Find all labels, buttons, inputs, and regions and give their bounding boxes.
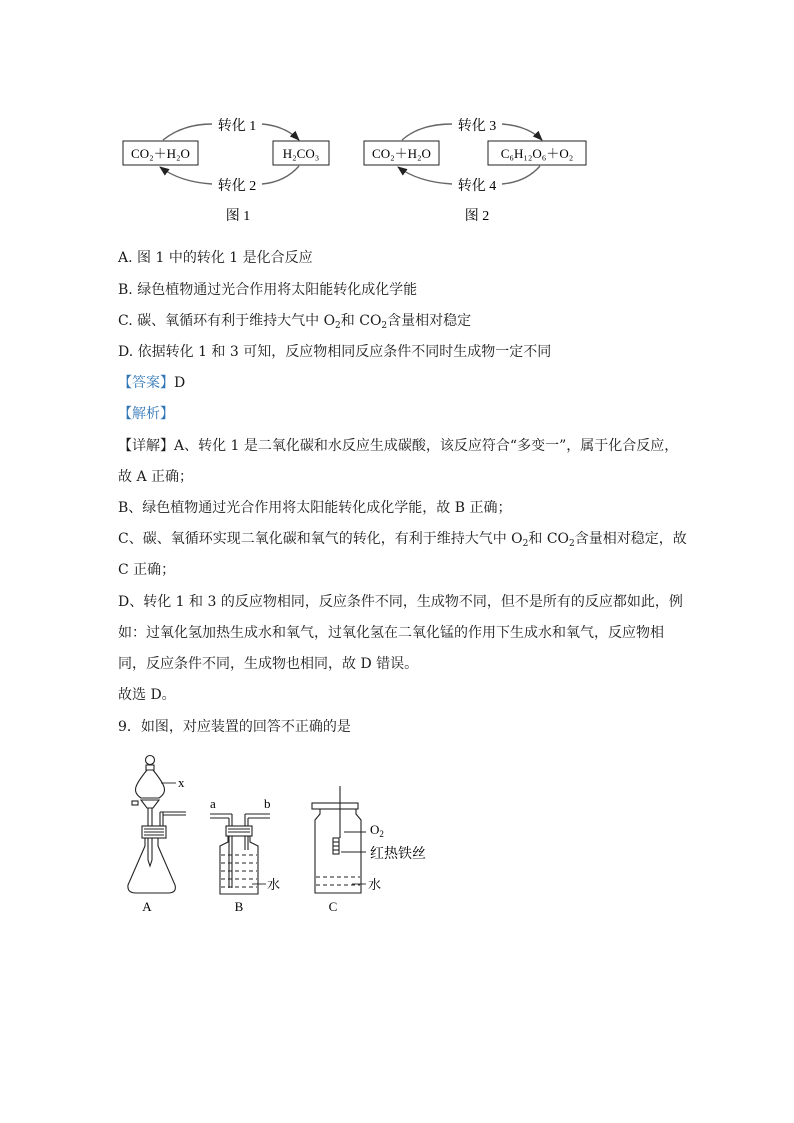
label-water-c: 水: [368, 877, 382, 892]
analysis-tag: 【解析】: [118, 406, 174, 422]
detail-line4-sub2: 2: [569, 539, 575, 549]
fig1-caption: 图 1: [225, 209, 251, 224]
detail-line4-post: 含量相对稳定，故: [574, 531, 687, 547]
label-water-b: 水: [267, 877, 281, 892]
detail-line-8: 同，反应条件不同，生成物也相同，故 D 错误。: [118, 656, 419, 672]
fig2-arrow-bottom-end: [398, 167, 452, 184]
detail-line-2: 故 A 正确；: [118, 469, 194, 485]
answer-line: [118, 373, 185, 393]
caption-c: C: [328, 899, 338, 914]
option-c-post: 含量相对稳定: [387, 313, 472, 329]
detail-line4-sub1: 2: [522, 539, 529, 549]
fig1-arrow-top-end: [262, 124, 299, 140]
option-a: A. 图 1 中的转化 1 是化合反应: [118, 250, 313, 266]
caption-b: B: [234, 899, 244, 914]
answer-tag: 【答案】: [118, 375, 174, 391]
detail-line4-pre: C、碳、氧循环实现二氧化碳和氧气的转化，有利于维持大气中 O: [118, 531, 523, 547]
fig1-left-box-text: CO₂＋H₂O: [131, 146, 190, 161]
fig2-bottom-label: 转化 4: [457, 179, 497, 194]
detail-line-7: 如：过氧化氢加热生成水和氧气，过氧化氢在二氧化锰的作用下生成水和氧气，反应物相: [118, 625, 664, 641]
fig2-top-label: 转化 3: [457, 119, 497, 134]
fig2-left-box-text: CO₂＋H₂O: [372, 146, 431, 161]
detail-line4-mid: 和 CO: [528, 531, 570, 547]
detail-line-1: [118, 436, 678, 456]
fig2-caption: 图 2: [464, 209, 490, 224]
option-d: D. 依据转化 1 和 3 可知，反应物相同反应条件不同时生成物一定不同: [118, 344, 552, 360]
detail-line-5: C 正确；: [118, 562, 176, 578]
detail-line1-text: A、转化 1 是二氧化碳和水反应生成碳酸，该反应符合“多变一”，属于化合反应，: [174, 438, 679, 454]
detail-line-9: 故选 D。: [118, 687, 176, 703]
apparatus-c: [312, 786, 366, 893]
fig1-arrow-top: [163, 124, 212, 140]
caption-a: A: [142, 899, 152, 914]
option-c-pre: C. 碳、氧循环有利于维持大气中 O: [118, 313, 336, 329]
answer-value: D: [174, 375, 186, 391]
fig1-arrow-bottom-end: [160, 167, 212, 184]
label-a: a: [210, 796, 216, 811]
option-c: [118, 311, 471, 336]
fig2-arrow-bottom: [502, 166, 540, 184]
detail-line-3: B、绿色植物通过光合作用将太阳能转化成化学能，故 B 正确；: [118, 500, 512, 516]
fig1-top-label: 转化 1: [217, 119, 257, 134]
fig2-right-box-text: C₆H₁₂O₆＋O₂: [500, 146, 574, 161]
fig1-right-box-text: H₂CO₃: [282, 146, 320, 161]
option-c-mid: 和 CO: [340, 313, 382, 329]
detail-line-4: [118, 529, 687, 554]
label-iron-wire: 红热铁丝: [370, 847, 426, 862]
apparatus-b: [210, 814, 270, 894]
fig1-arrow-bottom: [262, 166, 299, 184]
fig2-arrow-top: [402, 124, 452, 140]
detail-tag: 【详解】: [118, 438, 174, 454]
label-o2-sub: 2: [379, 829, 384, 839]
option-b: B. 绿色植物通过光合作用将太阳能转化成化学能: [118, 282, 418, 298]
question-9: 9．如图，对应装置的回答不正确的是: [118, 719, 351, 735]
label-b: b: [264, 796, 271, 811]
option-c-sub1: 2: [335, 321, 341, 331]
fig1-bottom-label: 转化 2: [217, 179, 257, 194]
detail-line-6: D、转化 1 和 3 的反应物相同，反应条件不同，生成物不同，但不是所有的反应都如此，例: [118, 594, 683, 610]
label-x: x: [178, 775, 185, 790]
option-c-sub2: 2: [381, 321, 388, 331]
apparatus-figure: [0, 745, 794, 925]
cycle-figures: [0, 100, 794, 230]
label-o2-main: O: [370, 822, 380, 837]
label-o2: [370, 822, 384, 839]
fig2-arrow-top-end: [502, 124, 542, 140]
